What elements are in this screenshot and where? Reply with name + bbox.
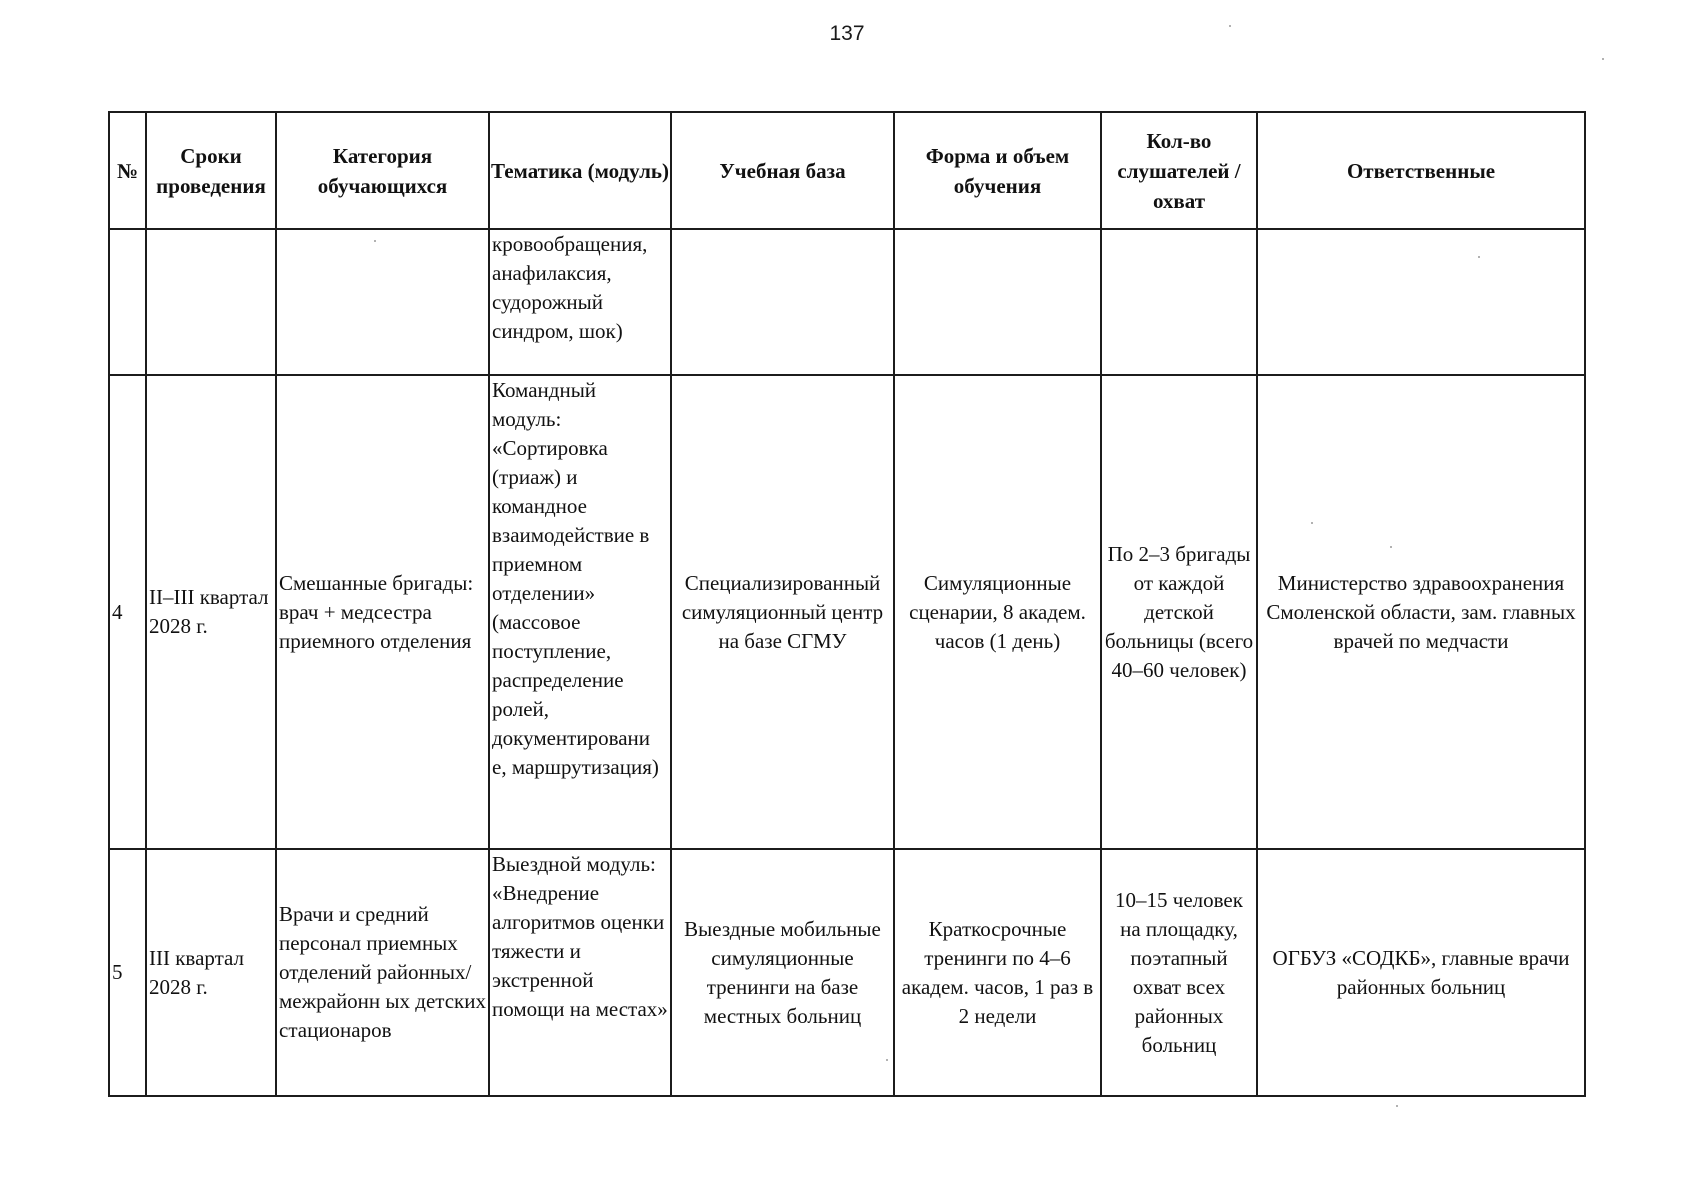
table-row-continuation bbox=[109, 229, 1585, 375]
cell-topic: кровообращения, анафилаксия, судорожный синдром, шок) bbox=[489, 229, 671, 375]
header-period: Сроки проведения bbox=[146, 112, 276, 229]
header-form: Форма и объем обучения bbox=[894, 112, 1101, 229]
cell-form bbox=[894, 229, 1101, 375]
cell-responsible: ОГБУЗ «СОДКБ», главные врачи районных больниц bbox=[1257, 849, 1585, 1096]
cell-period bbox=[146, 229, 276, 375]
cell-form: Краткосрочные тренинги по 4–6 академ. часов, 1 раз в 2 недели bbox=[894, 849, 1101, 1096]
cell-number: 4 bbox=[109, 375, 146, 849]
header-category: Категория обучающихся bbox=[276, 112, 489, 229]
cell-number: 5 bbox=[109, 849, 146, 1096]
scan-speck bbox=[1229, 25, 1231, 27]
scan-speck bbox=[1478, 256, 1480, 258]
table-header-row bbox=[109, 112, 1585, 229]
cell-count: 10–15 человек на площадку, поэтапный охват всех районных больниц bbox=[1101, 849, 1257, 1096]
cell-period: III квартал 2028 г. bbox=[146, 849, 276, 1096]
page-number: 137 bbox=[829, 22, 865, 45]
cell-base: Выездные мобильные симуляционные тренинги на базе местных больниц bbox=[671, 849, 894, 1096]
cell-count: По 2–3 бригады от каждой детской больницы (всего 40–60 человек) bbox=[1101, 375, 1257, 849]
cell-base bbox=[671, 229, 894, 375]
scan-speck bbox=[1311, 522, 1313, 524]
training-plan-table bbox=[108, 111, 1586, 1097]
header-responsible: Ответственные bbox=[1257, 112, 1585, 229]
header-topic: Тематика (модуль) bbox=[489, 112, 671, 229]
cell-topic: Выездной модуль: «Внедрение алгоритмов оценки тяжести и экстренной помощи на местах» bbox=[489, 849, 671, 1096]
header-count: Кол-во слушателей / охват bbox=[1101, 112, 1257, 229]
cell-responsible: Министерство здравоохранения Смоленской области, зам. главных врачей по медчасти bbox=[1257, 375, 1585, 849]
header-base: Учебная база bbox=[671, 112, 894, 229]
scan-speck bbox=[1396, 1105, 1398, 1107]
table-row bbox=[109, 375, 1585, 849]
cell-category bbox=[276, 229, 489, 375]
scan-speck bbox=[374, 240, 376, 242]
table-row bbox=[109, 849, 1585, 1096]
cell-period: II–III квартал 2028 г. bbox=[146, 375, 276, 849]
scan-speck bbox=[1602, 58, 1604, 60]
scan-speck bbox=[886, 1059, 888, 1061]
scan-speck bbox=[1390, 546, 1392, 548]
cell-form: Симуляционные сценарии, 8 академ. часов (1 день) bbox=[894, 375, 1101, 849]
header-number: № bbox=[109, 112, 146, 229]
cell-category: Смешанные бригады: врач + медсестра приемного отделения bbox=[276, 375, 489, 849]
cell-responsible bbox=[1257, 229, 1585, 375]
cell-topic: Командный модуль: «Сортировка (триаж) и командное взаимодействие в приемном отделении» (массовое поступление, распределение ролей, документировани е, маршрутизация) bbox=[489, 375, 671, 849]
cell-number bbox=[109, 229, 146, 375]
cell-category: Врачи и средний персонал приемных отделений районных/межрайонн ых детских стационаров bbox=[276, 849, 489, 1096]
cell-count bbox=[1101, 229, 1257, 375]
cell-base: Специализированный симуляционный центр на базе СГМУ bbox=[671, 375, 894, 849]
